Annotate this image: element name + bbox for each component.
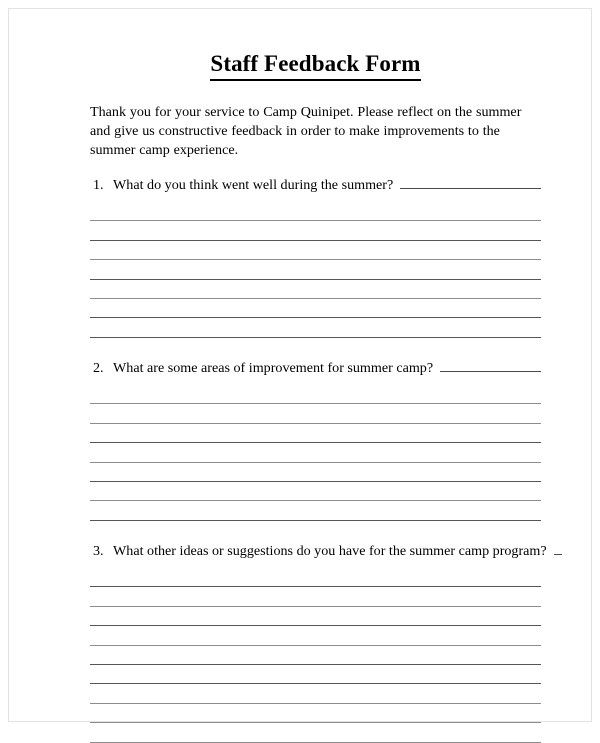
question-number-3: 3.: [93, 542, 104, 559]
answer-line-3-7[interactable]: [90, 684, 541, 703]
answer-line-2-5[interactable]: [90, 463, 541, 482]
document-page: [8, 8, 592, 722]
answer-line-3-2[interactable]: [90, 587, 541, 606]
answer-line-2-6[interactable]: [90, 482, 541, 501]
answer-line-3-9[interactable]: [90, 723, 541, 742]
answer-line-2-7[interactable]: [90, 501, 541, 520]
question-number-2: 2.: [93, 359, 104, 376]
answer-line-2-2[interactable]: [90, 404, 541, 423]
answer-line-3-1[interactable]: [90, 568, 541, 587]
answer-line-1-0[interactable]: [400, 177, 541, 189]
section-spacer-1: [90, 338, 541, 359]
question-block-2: [90, 359, 541, 521]
answer-line-1-2[interactable]: [90, 221, 541, 240]
page-title-container: [90, 51, 541, 81]
question-number-1: 1.: [93, 176, 104, 193]
question-block-3: [90, 542, 547, 743]
answer-lines-1: [90, 202, 541, 338]
answer-line-2-1[interactable]: [90, 385, 541, 404]
answer-line-3-6[interactable]: [90, 665, 541, 684]
question-text-2: What are some areas of improvement for summer camp?: [113, 359, 434, 376]
question-heading-3: [90, 542, 547, 561]
document-content: [90, 51, 547, 743]
answer-line-3-5[interactable]: [90, 646, 541, 665]
answer-line-1-4[interactable]: [90, 260, 541, 279]
question-text-1: What do you think went well during the summer?: [113, 176, 394, 193]
answer-line-2-0[interactable]: [440, 360, 541, 372]
answer-line-3-3[interactable]: [90, 607, 541, 626]
answer-line-3-8[interactable]: [90, 704, 541, 723]
answer-line-1-3[interactable]: [90, 241, 541, 260]
question-text-3: What other ideas or suggestions do you have for the summer camp program?: [113, 542, 547, 559]
answer-line-2-4[interactable]: [90, 443, 541, 462]
answer-line-3-0[interactable]: [554, 543, 562, 555]
answer-line-2-3[interactable]: [90, 424, 541, 443]
answer-line-1-5[interactable]: [90, 280, 541, 299]
answer-line-1-1[interactable]: [90, 202, 541, 221]
answer-line-1-6[interactable]: [90, 299, 541, 318]
question-heading-2: [90, 359, 541, 378]
question-heading-1: [90, 176, 541, 195]
intro-paragraph: Thank you for your service to Camp Quinipet. Please reflect on the summer and give us constructive feedback in order to make improvements to the summer camp experience.: [90, 103, 522, 159]
answer-line-1-7[interactable]: [90, 318, 541, 337]
answer-line-3-4[interactable]: [90, 626, 541, 645]
page-title: Staff Feedback Form: [210, 51, 420, 81]
answer-lines-3: [90, 568, 541, 743]
question-block-1: [90, 176, 541, 338]
section-spacer-2: [90, 521, 541, 542]
answer-lines-2: [90, 385, 541, 521]
